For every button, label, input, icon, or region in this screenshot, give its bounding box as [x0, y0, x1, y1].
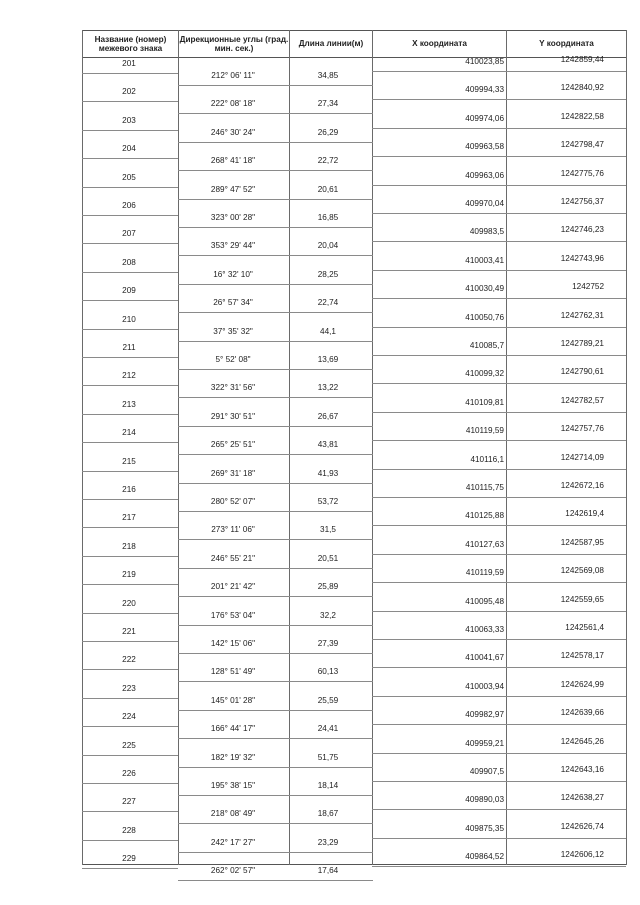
- point-name: 229: [122, 854, 136, 864]
- row-divider: [372, 128, 626, 129]
- segment-angle: 265° 25' 51": [210, 440, 256, 450]
- row-divider: [372, 582, 626, 583]
- segment-length: 17,64: [317, 866, 339, 876]
- point-name: 218: [122, 541, 136, 551]
- segment-angle: 201° 21' 42": [210, 582, 256, 592]
- segment-length: 53,72: [317, 497, 339, 506]
- point-y-coordinate: 1242619,4: [565, 509, 604, 519]
- point-x-coordinate: 409982,97: [465, 710, 504, 720]
- segment-angle: 142° 15' 06": [210, 639, 256, 648]
- row-divider: [178, 483, 373, 484]
- point-x-coordinate: 410030,49: [465, 284, 504, 294]
- point-x-coordinate: 410003,94: [465, 681, 504, 691]
- row-divider: [82, 840, 178, 841]
- segment-length: 16,85: [317, 213, 339, 222]
- point-name: 220: [122, 598, 136, 608]
- row-divider: [372, 270, 626, 271]
- segment-length: 18,14: [317, 781, 339, 790]
- point-x-coordinate: 409994,33: [465, 85, 504, 95]
- point-y-coordinate: 1242561,4: [565, 623, 604, 632]
- segment-angle: 353° 29' 44": [210, 241, 256, 251]
- row-divider: [82, 783, 178, 784]
- point-name: 212: [122, 371, 136, 381]
- point-x-coordinate: 409875,35: [465, 823, 504, 833]
- row-divider: [178, 795, 373, 796]
- header-name: Название (номер) межевого знака: [94, 34, 167, 53]
- row-divider: [82, 868, 178, 869]
- point-y-coordinate: 1242822,58: [560, 111, 604, 121]
- row-divider: [372, 724, 626, 725]
- segment-angle: 176° 53' 04": [210, 610, 256, 620]
- row-divider: [372, 809, 626, 810]
- point-x-coordinate: 409974,06: [465, 113, 504, 123]
- segment-angle: 212° 06' 11": [211, 71, 255, 80]
- row-divider: [372, 440, 626, 441]
- row-divider: [82, 158, 178, 159]
- row-divider: [82, 698, 178, 699]
- row-divider: [178, 539, 373, 540]
- point-y-coordinate: 1242645,26: [560, 736, 604, 746]
- point-y-coordinate: 1242743,96: [560, 253, 604, 263]
- header-x: X координата: [412, 39, 467, 49]
- segment-length: 28,25: [317, 269, 339, 279]
- header-angle: Дирекционные углы (град. мин. сек.): [179, 34, 289, 53]
- row-divider: [372, 753, 626, 754]
- point-name: 207: [122, 229, 136, 239]
- row-divider: [372, 554, 626, 555]
- row-divider: [178, 511, 373, 512]
- point-y-coordinate: 1242587,95: [560, 537, 604, 547]
- point-y-coordinate: 1242672,16: [560, 481, 604, 490]
- row-divider: [82, 215, 178, 216]
- point-x-coordinate: 410095,48: [465, 596, 504, 606]
- column-divider: [178, 30, 179, 865]
- row-divider: [178, 227, 373, 228]
- segment-length: 20,04: [317, 241, 339, 251]
- point-y-coordinate: 1242757,76: [560, 424, 604, 434]
- segment-length: 13,69: [317, 355, 339, 364]
- point-y-coordinate: 1242626,74: [560, 821, 604, 831]
- row-divider: [372, 355, 626, 356]
- segment-length: 24,41: [317, 724, 339, 734]
- segment-length: 44,1: [320, 326, 336, 336]
- header-y: Y координата: [539, 39, 594, 49]
- point-name: 214: [122, 428, 136, 438]
- column-divider: [289, 30, 290, 865]
- point-y-coordinate: 1242798,47: [560, 140, 604, 150]
- segment-angle: 268° 41' 18": [210, 156, 256, 166]
- row-divider: [82, 101, 178, 102]
- segment-length: 26,67: [317, 411, 339, 421]
- row-divider: [82, 641, 178, 642]
- row-divider: [178, 369, 373, 370]
- segment-length: 13,22: [317, 383, 339, 393]
- point-name: 219: [122, 570, 136, 580]
- row-divider: [178, 681, 373, 682]
- point-y-coordinate: 1242606,12: [560, 850, 604, 860]
- point-y-coordinate: 1242840,92: [560, 83, 604, 93]
- segment-angle: 195° 38' 15": [210, 781, 256, 790]
- point-y-coordinate: 1242643,16: [560, 765, 604, 774]
- row-divider: [372, 298, 626, 299]
- row-divider: [82, 527, 178, 528]
- row-divider: [82, 187, 178, 188]
- point-y-coordinate: 1242639,66: [560, 708, 604, 718]
- segment-length: 20,51: [317, 553, 339, 563]
- row-divider: [178, 426, 373, 427]
- segment-angle: 273° 11' 06": [211, 525, 255, 535]
- point-x-coordinate: 409983,5: [469, 227, 504, 237]
- row-divider: [82, 755, 178, 756]
- row-divider: [82, 442, 178, 443]
- segment-length: 43,81: [317, 440, 339, 450]
- row-divider: [372, 213, 626, 214]
- point-x-coordinate: 410127,63: [465, 539, 504, 549]
- point-name: 201: [122, 59, 136, 68]
- row-divider: [82, 357, 178, 358]
- point-x-coordinate: 410116,1: [470, 454, 504, 464]
- row-divider: [178, 142, 373, 143]
- point-x-coordinate: 409890,03: [465, 795, 504, 805]
- row-divider: [178, 653, 373, 654]
- point-y-coordinate: 1242559,65: [560, 594, 604, 604]
- row-divider: [178, 454, 373, 455]
- row-divider: [82, 811, 178, 812]
- point-name: 215: [122, 456, 136, 466]
- segment-angle: 166° 44' 17": [210, 724, 256, 734]
- point-y-coordinate: 1242578,17: [560, 651, 604, 661]
- point-name: 205: [122, 172, 136, 182]
- point-name: 209: [122, 286, 136, 296]
- row-divider: [372, 611, 626, 612]
- point-name: 211: [122, 343, 136, 352]
- row-divider: [178, 852, 373, 853]
- segment-length: 51,75: [317, 752, 339, 762]
- point-name: 213: [122, 399, 136, 409]
- segment-length: 41,93: [317, 468, 339, 478]
- row-divider: [178, 284, 373, 285]
- segment-angle: 222° 08' 18": [210, 99, 256, 109]
- row-divider: [178, 85, 373, 86]
- point-name: 222: [122, 655, 136, 665]
- point-x-coordinate: 410119,59: [465, 568, 504, 578]
- row-divider: [372, 412, 626, 413]
- row-divider: [178, 710, 373, 711]
- segment-length: 25,89: [317, 582, 339, 592]
- segment-angle: 37° 35' 32": [213, 326, 253, 336]
- point-y-coordinate: 1242762,31: [560, 310, 604, 320]
- row-divider: [178, 341, 373, 342]
- row-divider: [372, 525, 626, 526]
- point-y-coordinate: 1242569,08: [560, 566, 604, 576]
- segment-angle: 269° 31' 18": [210, 468, 256, 478]
- row-divider: [82, 414, 178, 415]
- row-divider: [82, 556, 178, 557]
- column-divider: [626, 30, 627, 865]
- row-divider: [178, 255, 373, 256]
- point-name: 226: [122, 769, 136, 778]
- row-divider: [372, 241, 626, 242]
- point-name: 217: [122, 513, 136, 523]
- row-divider: [178, 170, 373, 171]
- segment-angle: 5° 52' 08": [215, 355, 251, 364]
- point-x-coordinate: 410099,32: [465, 369, 504, 379]
- point-x-coordinate: 410085,7: [469, 341, 504, 350]
- row-divider: [372, 667, 626, 668]
- row-divider: [82, 499, 178, 500]
- point-name: 223: [122, 683, 136, 693]
- header-length: Длина линии(м): [298, 39, 364, 49]
- segment-angle: 291° 30' 51": [210, 411, 256, 421]
- row-divider: [372, 327, 626, 328]
- segment-angle: 128° 51' 49": [210, 667, 256, 677]
- point-name: 227: [122, 797, 136, 807]
- row-divider: [178, 568, 373, 569]
- point-y-coordinate: 1242756,37: [560, 197, 604, 206]
- row-divider: [372, 383, 626, 384]
- point-name: 202: [122, 87, 136, 97]
- row-divider: [178, 767, 373, 768]
- point-y-coordinate: 1242790,61: [560, 367, 604, 377]
- segment-length: 31,5: [320, 525, 336, 535]
- row-divider: [82, 329, 178, 330]
- row-divider: [82, 726, 178, 727]
- row-divider: [178, 738, 373, 739]
- point-x-coordinate: 410023,85: [465, 57, 504, 66]
- segment-angle: 242° 17' 27": [210, 837, 256, 847]
- segment-angle: 289° 47' 52": [210, 184, 256, 194]
- row-divider: [372, 99, 626, 100]
- row-divider: [178, 312, 373, 313]
- point-name: 225: [122, 740, 136, 750]
- point-name: 204: [122, 144, 136, 154]
- segment-angle: 280° 52' 07": [210, 497, 256, 506]
- point-x-coordinate: 409963,58: [465, 142, 504, 152]
- segment-length: 22,74: [317, 298, 339, 308]
- row-divider: [372, 156, 626, 157]
- point-x-coordinate: 410050,76: [465, 312, 504, 322]
- row-divider: [82, 669, 178, 670]
- segment-length: 20,61: [317, 184, 339, 194]
- point-y-coordinate: 1242782,57: [560, 395, 604, 405]
- row-divider: [82, 613, 178, 614]
- point-x-coordinate: 410041,67: [465, 653, 504, 663]
- row-divider: [372, 469, 626, 470]
- row-divider: [82, 73, 178, 74]
- row-divider: [82, 385, 178, 386]
- segment-angle: 182° 19' 32": [210, 752, 256, 762]
- segment-angle: 246° 30' 24": [210, 127, 256, 137]
- row-divider: [82, 584, 178, 585]
- point-x-coordinate: 410119,59: [465, 426, 504, 436]
- segment-length: 60,13: [317, 667, 339, 677]
- segment-angle: 262° 02' 57": [210, 866, 256, 876]
- segment-length: 18,67: [317, 809, 339, 819]
- point-y-coordinate: 1242714,09: [560, 452, 604, 462]
- point-x-coordinate: 410063,33: [465, 625, 504, 634]
- row-divider: [372, 866, 626, 867]
- segment-length: 27,39: [317, 639, 339, 648]
- point-y-coordinate: 1242624,99: [560, 679, 604, 689]
- row-divider: [82, 243, 178, 244]
- row-divider: [372, 838, 626, 839]
- point-name: 221: [122, 627, 136, 636]
- point-x-coordinate: 410115,75: [465, 483, 504, 492]
- point-name: 206: [122, 201, 136, 210]
- row-divider: [178, 397, 373, 398]
- point-name: 208: [122, 257, 136, 267]
- row-divider: [372, 696, 626, 697]
- row-divider: [372, 497, 626, 498]
- point-y-coordinate: 1242746,23: [560, 225, 604, 235]
- segment-angle: 145° 01' 28": [210, 695, 256, 705]
- point-y-coordinate: 1242638,27: [560, 793, 604, 803]
- point-x-coordinate: 409970,04: [465, 199, 504, 208]
- row-divider: [178, 113, 373, 114]
- row-divider: [372, 185, 626, 186]
- row-divider: [372, 639, 626, 640]
- row-divider: [82, 272, 178, 273]
- point-name: 203: [122, 115, 136, 125]
- row-divider: [82, 130, 178, 131]
- point-x-coordinate: 409907,5: [469, 767, 504, 776]
- point-x-coordinate: 410109,81: [465, 397, 504, 407]
- row-divider: [178, 199, 373, 200]
- point-x-coordinate: 410125,88: [465, 511, 504, 521]
- point-y-coordinate: 1242789,21: [560, 339, 604, 348]
- segment-length: 32,2: [320, 610, 336, 620]
- row-divider: [178, 823, 373, 824]
- segment-length: 22,72: [317, 156, 339, 166]
- segment-length: 27,34: [317, 99, 339, 109]
- segment-length: 26,29: [317, 127, 339, 137]
- point-x-coordinate: 410003,41: [465, 255, 504, 265]
- row-divider: [82, 471, 178, 472]
- point-name: 210: [122, 314, 136, 324]
- point-name: 228: [122, 825, 136, 835]
- point-x-coordinate: 409864,52: [465, 852, 504, 862]
- row-divider: [372, 781, 626, 782]
- segment-length: 23,29: [317, 837, 339, 847]
- row-divider: [178, 625, 373, 626]
- point-y-coordinate: 1242752: [572, 282, 604, 292]
- point-name: 216: [122, 485, 136, 494]
- segment-angle: 322° 31' 56": [210, 383, 256, 393]
- row-divider: [372, 71, 626, 72]
- point-y-coordinate: 1242859,44: [560, 55, 604, 64]
- segment-angle: 16° 32' 10": [213, 269, 253, 279]
- row-divider: [178, 596, 373, 597]
- row-divider: [178, 880, 373, 881]
- point-y-coordinate: 1242775,76: [560, 168, 604, 178]
- point-x-coordinate: 409959,21: [465, 738, 504, 748]
- segment-angle: 218° 08' 49": [210, 809, 256, 819]
- segment-length: 25,59: [317, 695, 339, 705]
- row-divider: [82, 300, 178, 301]
- segment-angle: 26° 57' 34": [213, 298, 253, 308]
- segment-angle: 246° 55' 21": [210, 553, 256, 563]
- point-x-coordinate: 409963,06: [465, 170, 504, 180]
- segment-length: 34,85: [317, 71, 339, 80]
- segment-angle: 323° 00' 28": [210, 213, 256, 222]
- point-name: 224: [122, 712, 136, 722]
